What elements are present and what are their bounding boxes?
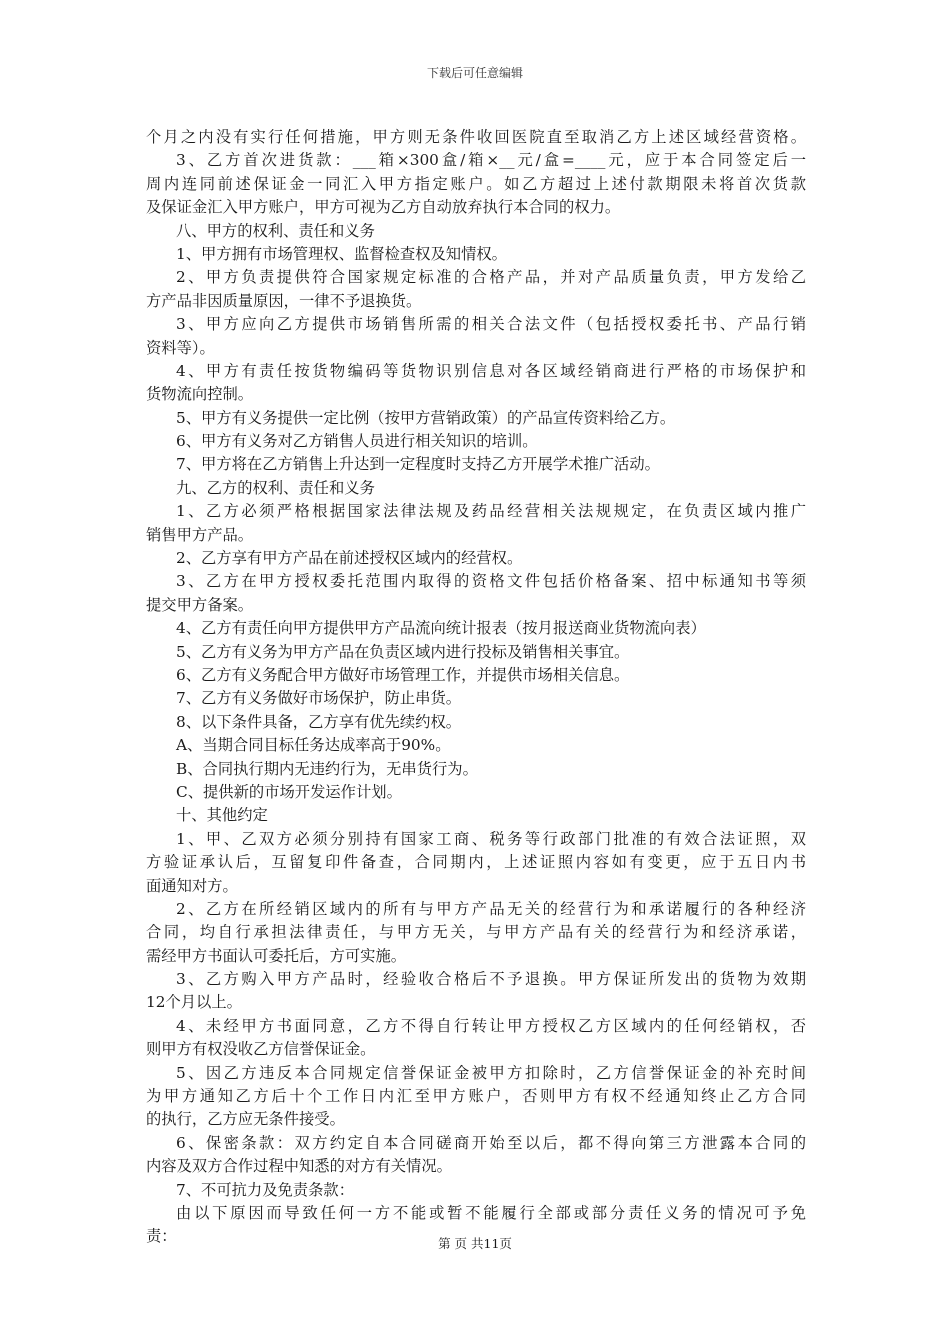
text-line: 7、不可抗力及免责条款： xyxy=(176,1180,354,1199)
text-line: 则甲方有权没收乙方信誉保证金。 xyxy=(146,1040,376,1059)
text-line: 面通知对方。 xyxy=(146,876,238,895)
text-line: C、提供新的市场开发运作计划。 xyxy=(176,782,402,801)
text-line: 个月之内没有实行任何措施，甲方则无条件收回医院直至取消乙方上述区域经营资格。 xyxy=(146,128,806,146)
text-line: 周内连同前述保证金一同汇入甲方指定账户。如乙方超过上述付款期限未将首次货款 xyxy=(146,174,806,193)
text-line: 3、乙方在甲方授权委托范围内取得的资格文件包括价格备案、招中标通知书等须 xyxy=(176,572,806,591)
text-line: 八、甲方的权利、责任和义务 xyxy=(176,221,375,240)
text-line: 7、甲方将在乙方销售上升达到一定程度时支持乙方开展学术推广活动。 xyxy=(176,455,660,474)
text-line: 九、乙方的权利、责任和义务 xyxy=(176,478,375,497)
text-line: 需经甲方书面认可委托后，方可实施。 xyxy=(146,946,407,965)
text-line: 4、甲方有责任按货物编码等货物识别信息对各区域经销商进行严格的市场保护和 xyxy=(176,361,806,380)
text-line: 提交甲方备案。 xyxy=(146,595,254,614)
text-line: 6、甲方有义务对乙方销售人员进行相关知识的培训。 xyxy=(176,432,538,451)
text-line: 3、乙方购入甲方产品时，经验收合格后不予退换。甲方保证所发出的货物为效期 xyxy=(176,970,806,989)
text-line: 5、乙方有义务为甲方产品在负责区域内进行投标及销售相关事宜。 xyxy=(176,642,630,661)
text-line: 方产品非因质量原因，一律不予退换货。 xyxy=(146,291,422,310)
text-line: 4、未经甲方书面同意，乙方不得自行转让甲方授权乙方区域内的任何经销权，否 xyxy=(176,1016,806,1035)
text-line: 1、甲、乙双方必须分别持有国家工商、税务等行政部门批准的有效合法证照，双 xyxy=(176,829,806,848)
text-line: 7、乙方有义务做好市场保护，防止串货。 xyxy=(176,689,462,708)
text-line: 的执行，乙方应无条件接受。 xyxy=(146,1110,345,1129)
text-line: 5、甲方有义务提供一定比例（按甲方营销政策）的产品宣传资料给乙方。 xyxy=(176,408,676,427)
text-line: 合同，均自行承担法律责任，与甲方无关，与甲方产品有关的经营行为和经济承诺， xyxy=(146,923,806,942)
text-line: 资料等）。 xyxy=(146,338,215,357)
text-line: 方验证承认后，互留复印件备查，合同期内，上述证照内容如有变更，应于五日内书 xyxy=(146,853,806,872)
text-line: 3、乙方首次进货款：___箱×300盒/箱×__元/盒=____元，应于本合同签定后一 xyxy=(176,151,806,170)
text-line: 货物流向控制。 xyxy=(146,385,254,404)
page-footer: 第 页 共11页 xyxy=(438,1236,512,1251)
text-line: 2、甲方负责提供符合国家规定标准的合格产品，并对产品质量负责，甲方发给乙 xyxy=(176,268,806,287)
text-line: 3、甲方应向乙方提供市场销售所需的相关合法文件（包括授权委托书、产品行销 xyxy=(176,315,806,334)
text-line: 6、保密条款：双方约定自本合同磋商开始至以后，都不得向第三方泄露本合同的 xyxy=(176,1133,806,1152)
text-line: 内容及双方合作过程中知悉的对方有关情况。 xyxy=(146,1157,452,1176)
text-line: 8、以下条件具备，乙方享有优先续约权。 xyxy=(176,712,462,731)
text-line: 1、乙方必须严格根据国家法律法规及药品经营相关法规规定，在负责区域内推广 xyxy=(176,502,806,521)
text-line: 及保证金汇入甲方账户，甲方可视为乙方自动放弃执行本合同的权力。 xyxy=(146,198,621,217)
text-line: 5、因乙方违反本合同规定信誉保证金被甲方扣除时，乙方信誉保证金的补充时间 xyxy=(176,1063,806,1082)
page-header: 下载后可任意编辑 xyxy=(426,66,523,80)
text-line: 4、乙方有责任向甲方提供甲方产品流向统计报表（按月报送商业货物流向表） xyxy=(176,619,706,638)
text-line: 由以下原因而导致任何一方不能或暂不能履行全部或部分责任义务的情况可予免 xyxy=(176,1203,806,1222)
text-line: 6、乙方有义务配合甲方做好市场管理工作，并提供市场相关信息。 xyxy=(176,665,630,684)
text-line: B、合同执行期内无违约行为，无串货行为。 xyxy=(176,759,478,778)
text-line: 2、乙方享有甲方产品在前述授权区域内的经营权。 xyxy=(176,549,523,568)
document-body xyxy=(146,126,806,1249)
text-line: 责： xyxy=(146,1227,177,1246)
text-line: 销售甲方产品。 xyxy=(146,525,254,544)
text-line: 为甲方通知乙方后十个工作日内汇至甲方账户，否则甲方有权不经通知终止乙方合同 xyxy=(146,1087,806,1106)
text-line: A、当期合同目标任务达成率高于90%。 xyxy=(176,736,451,755)
text-line: 十、其他约定 xyxy=(176,806,268,825)
text-line: 1、甲方拥有市场管理权、监督检查权及知情权。 xyxy=(176,244,507,263)
text-line: 2、乙方在所经销区域内的所有与甲方产品无关的经营行为和承诺履行的各种经济 xyxy=(176,899,806,918)
text-line: 12个月以上。 xyxy=(146,993,242,1012)
